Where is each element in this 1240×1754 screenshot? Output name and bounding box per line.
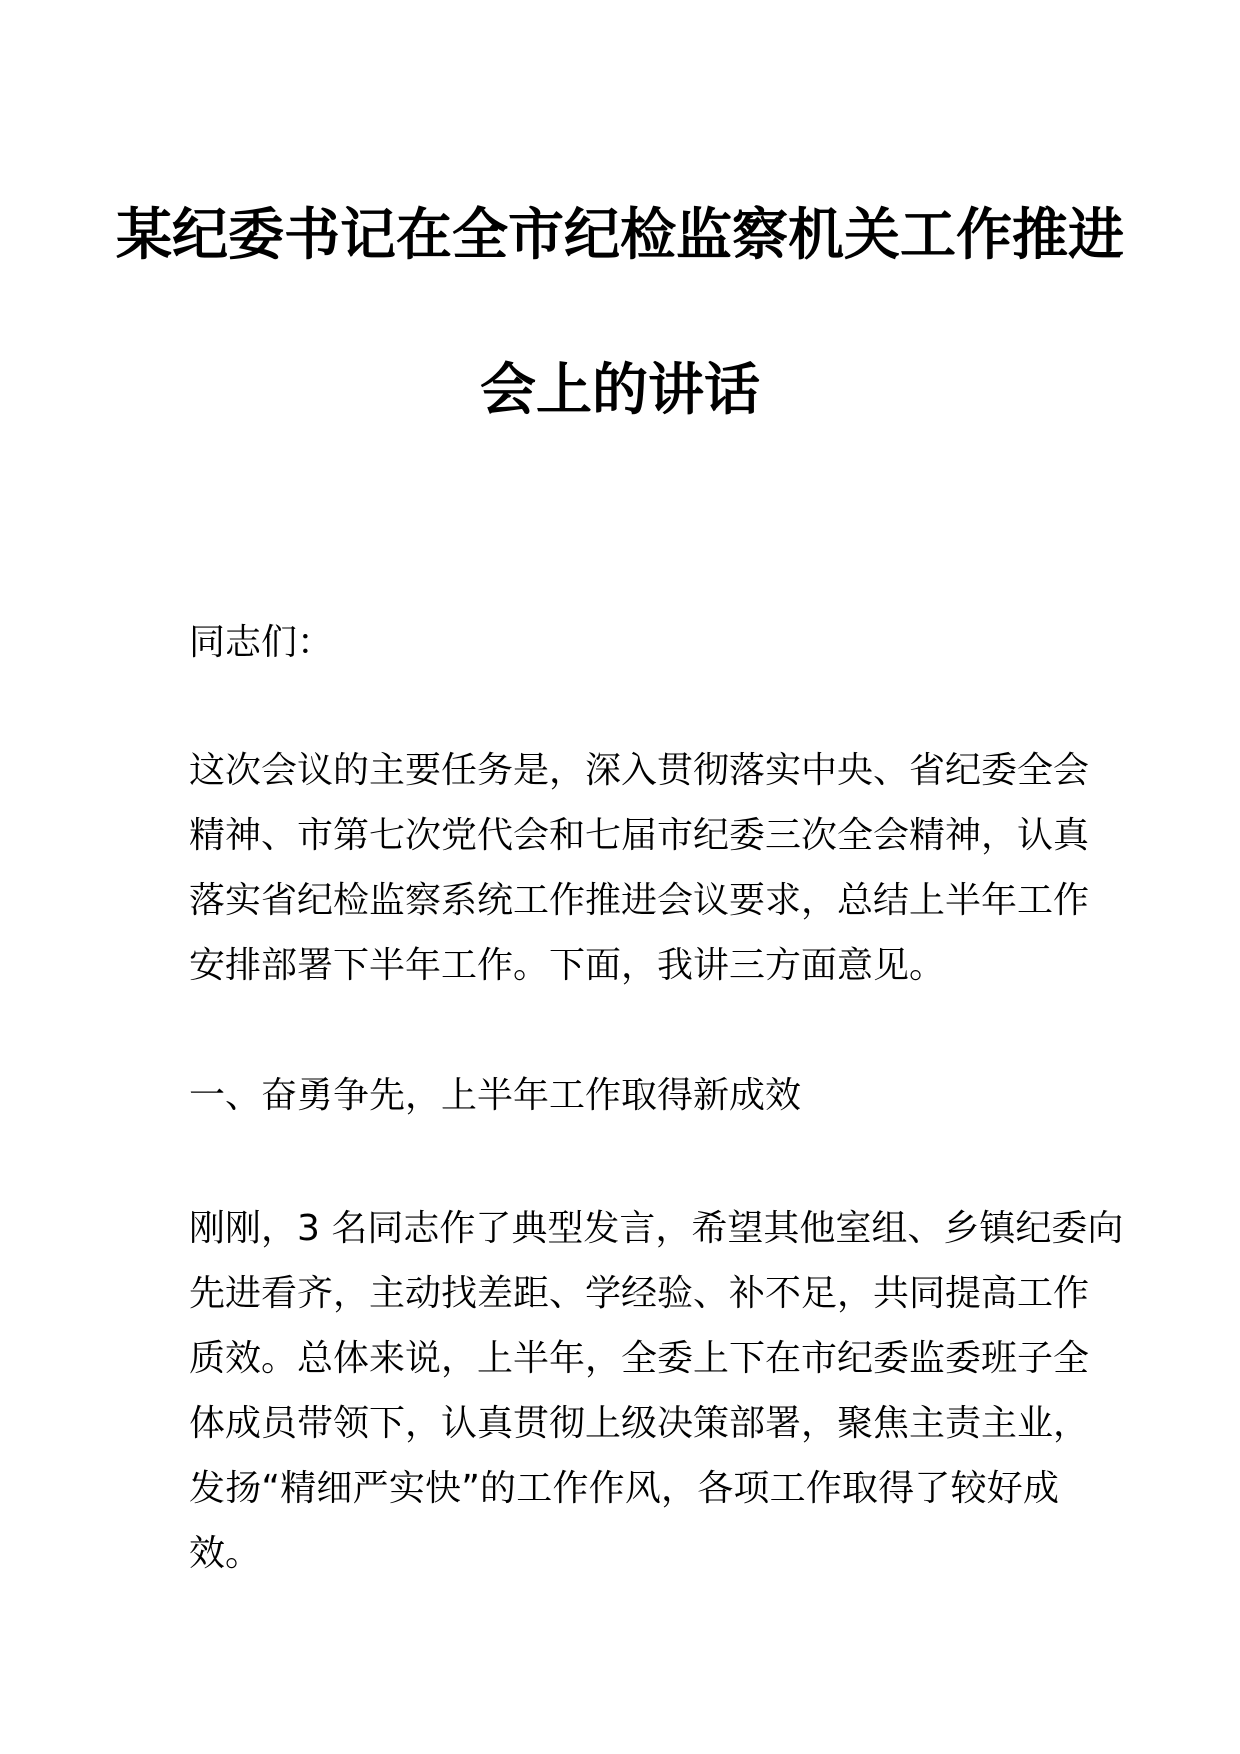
paragraph-line: 体成员带领下，认真贯彻上级决策部署，聚焦主责主业，: [189, 1403, 1090, 1444]
paragraph-line: 发扬“精细严实快”的工作作风，各项工作取得了较好成: [189, 1468, 1059, 1509]
salutation: 同志们：: [189, 622, 334, 663]
paragraph-line: 先进看齐，主动找差距、学经验、补不足，共同提高工作: [189, 1273, 1090, 1314]
title-line-2: 会上的讲话: [480, 358, 760, 423]
paragraph-line: 精神、市第七次党代会和七届市纪委三次全会精神，认真: [189, 815, 1090, 856]
title-line-1: 某纪委书记在全市纪检监察机关工作推进: [116, 203, 1124, 268]
paragraph-line: 安排部署下半年工作。下面，我讲三方面意见。: [189, 945, 946, 986]
paragraph-line: 质效。总体来说，上半年，全委上下在市纪委监委班子全: [189, 1338, 1090, 1379]
paragraph-line: 落实省纪检监察系统工作推进会议要求，总结上半年工作: [189, 880, 1090, 921]
paragraph-line: 这次会议的主要任务是，深入贯彻落实中央、省纪委全会: [189, 750, 1090, 791]
section-heading-1: 一、奋勇争先，上半年工作取得新成效: [189, 1075, 802, 1116]
paragraph-line: 刚刚，3 名同志作了典型发言，希望其他室组、乡镇纪委向: [189, 1208, 1124, 1249]
paragraph-line: 效。: [189, 1533, 262, 1574]
